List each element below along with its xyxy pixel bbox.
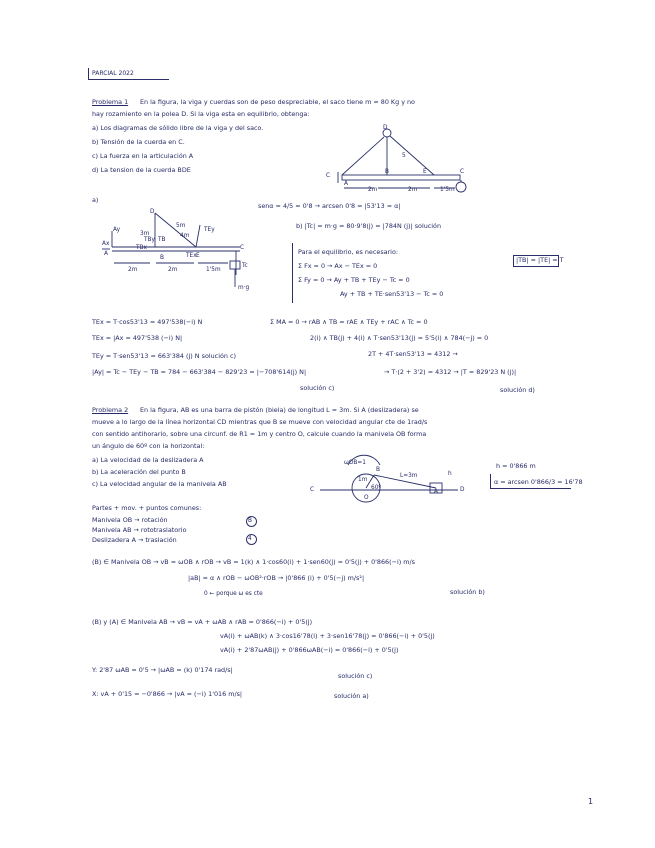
p1-calc-tension-equality: |TB| = |TE| = T <box>516 256 564 264</box>
p1-fbd-dim-2: 2m <box>168 267 178 273</box>
p1-fbd-label-a: a) <box>92 196 99 204</box>
p1-fig-dim-2: 2m <box>408 187 418 193</box>
p1-title: Problema 1 <box>92 98 129 106</box>
p1-calc-tey: TEy = T·sen53'13 = 663'384 (j) N solución c) <box>92 352 236 360</box>
p1-fbd-label-tey: TEy <box>204 227 215 233</box>
p1-calc-moments: Σ MA = 0 → rAB ∧ TB = rAE ∧ TEy + rAC ∧ Tc = 0 <box>270 318 428 326</box>
p1-question-b: b) Tensión de la cuerda en C. <box>92 138 185 146</box>
p1-question-c: c) La fuerza en la articulación A <box>92 152 194 160</box>
p1-fig-label-b: B <box>385 169 389 175</box>
p1-fig-label-a: A <box>344 181 348 187</box>
p1-statement-2: hay rozamiento en la polea D. Si la viga esta en equilibrio, obtenga: <box>92 110 310 118</box>
p1-fbd <box>100 205 250 295</box>
p1-calc-tension-result: → T·(2 + 3'2) = 4312 → |T = 829'23 N (j)| <box>384 368 517 376</box>
p2-fig-label-c: C <box>310 487 315 493</box>
p2-fig-label-angle: 60º <box>371 485 382 491</box>
p2-title: Problema 2 <box>92 406 129 414</box>
p2-question-c: c) La velocidad angular de la manivela AB <box>92 480 227 488</box>
p2-circled-4: 4 <box>248 536 252 542</box>
p1-fbd-label-ax: Ax <box>102 241 110 247</box>
p2-fig-label-length: L=3m <box>400 473 418 479</box>
p1-fig-dim-1: 2m <box>368 187 378 193</box>
p1-calc-tc: b) |Tc| = m·g = 80·9'8(j) = |784N (j)| solución <box>296 222 442 230</box>
p1-calc-solution-c: solución c) <box>300 384 335 392</box>
p2-fig-label-b: B <box>376 467 380 473</box>
p1-calc-tex: TEx = T·cos53'13 = 497'538(−i) N <box>92 318 203 326</box>
p1-calc-sum-fy: Σ Fy = 0 → Ay + TB + TEy − Tc = 0 <box>298 276 410 284</box>
p1-fbd-label-c: C <box>240 245 245 251</box>
p2-calc-y: Y: 2'87 ωAB = 0'5 → |ωAB = (k) 0'174 rad/s| <box>92 666 233 674</box>
p2-statement-3: con sentido antihorario, sobre una circunf. de R1 = 1m y centro O, calcule cuando la manivela OB forma <box>92 430 427 438</box>
p1-fbd-label-5m: 5m <box>176 223 186 229</box>
p2-fig-label-a: A <box>434 489 438 495</box>
p1-fbd-label-tc: Tc <box>242 263 248 269</box>
p1-fbd-label-tex: TEx <box>186 253 197 259</box>
p1-fbd-label-4m: 4m <box>180 233 190 239</box>
p2-side-h: h = 0'866 m <box>496 462 536 470</box>
p2-question-a: a) La velocidad de la deslizadera A <box>92 456 204 464</box>
p1-statement-1: En la figura, la viga y cuerdas son de peso despreciable, el saco tiene m = 80 Kg y no <box>140 98 415 106</box>
p2-statement-2: mueve a lo largo de la línea horizontal CD mientras que B se mueve con velocidad angular cte de 1rad/s <box>92 418 428 426</box>
p1-calc-sum-fx: Σ Fx = 0 → Ax − TEx = 0 <box>298 262 378 270</box>
p1-fbd-label-ay: Ay <box>113 227 121 233</box>
p1-calc-moments-simplified: 2T + 4T·sen53'13 = 4312 → <box>368 350 458 358</box>
p1-calc-sum-fy-expanded: Ay + TB + TE·sen53'13 − Tc = 0 <box>340 290 444 298</box>
header-title: PARCIAL 2022 <box>92 70 134 77</box>
p1-fbd-label-3m: 3m <box>140 231 150 237</box>
p2-statement-1: En la figura, AB es una barra de pistón (biela) de longitud L = 3m. Si A (deslizadera) se <box>140 406 419 414</box>
p1-fbd-label-a2: A <box>104 251 108 257</box>
p2-fig-label-d: D <box>460 487 465 493</box>
p2-statement-4: un ángulo de 60º con la horizontal: <box>92 442 205 450</box>
p1-fig-label-c1: C <box>326 173 331 179</box>
p1-calc-solution-d: solución d) <box>500 386 535 394</box>
p1-fig-label-5: 5 <box>402 153 406 159</box>
p1-fbd-label-tb: TB <box>158 237 166 243</box>
p1-calc-ay: |Ay| = Tc − TEy − TB = 784 − 663'384 − 829'23 = |−708'614(j) N| <box>92 368 307 376</box>
p1-calc-equilibrium-intro: Para el equilibrio, es necesario: <box>298 248 399 256</box>
p1-fbd-dim-3: 1'5m <box>206 267 221 273</box>
p1-calc-ax: TEx = |Ax = 497'538 (−i) N| <box>92 334 183 342</box>
p2-calc-vb: (B) ∈ Manivela OB → vB = ωOB ∧ rOB → vB = 1(k) ∧ 1·cos60(i) + 1·sen60(j) = 0'5(j) + 0'866(−i) m/s <box>92 558 415 566</box>
p2-calc-alpha-zero: 0 ← porque ω es cte <box>204 591 263 597</box>
p2-calc-vb-relative: (B) y (A) ∈ Manivela AB → vB = vA + ωAB ∧ rAB = 0'866(−i) + 0'5(j) <box>92 618 313 626</box>
p2-calc-x: X: vA + 0'15 = −0'866 → |vA = (−i) 1'016 m/s| <box>92 690 243 698</box>
p2-question-b: b) La aceleración del punto B <box>92 468 186 476</box>
p2-calc-solution-b: solución b) <box>450 588 485 596</box>
p1-fbd-label-d: D <box>150 209 155 215</box>
p2-fig-label-radius: 1m <box>358 477 368 483</box>
p1-fig-dim-3: 1'5m <box>440 187 455 193</box>
p2-part-a: Deslizadera A → traslación <box>92 536 177 544</box>
p2-calc-solution-c: solución c) <box>338 672 373 680</box>
p2-circled-b: B <box>248 518 252 524</box>
p2-calc-vb-expanded: vA(i) + ωAB(k) ∧ 3·cos16'78(i) + 3·sen16'78(j) = 0'866(−i) + 0'5(j) <box>220 632 435 640</box>
p2-part-ob: Manivela OB → rotación <box>92 516 168 524</box>
p2-figure <box>318 455 468 515</box>
p1-fig-label-e: E <box>423 169 427 175</box>
p1-figure <box>330 125 480 200</box>
p2-fig-label-o: O <box>364 495 369 501</box>
p2-calc-vb-simplified: vA(i) + 2'87ωAB(j) + 0'866ωAB(−i) = 0'866(−i) + 0'5(j) <box>220 646 399 654</box>
p1-calc-moments-expanded: 2(i) ∧ TB(j) + 4(i) ∧ T·sen53'13(j) = 5'5(i) ∧ 784(−j) = 0 <box>310 334 489 342</box>
p1-fig-label-c2: C <box>460 169 465 175</box>
p2-part-ab: Manivela AB → rototraslatorio <box>92 526 187 534</box>
p2-fig-label-omega: ωOB=1 <box>344 460 366 466</box>
page-number: 1 <box>588 797 594 806</box>
p1-question-d: d) La tension de la cuerda BDE <box>92 166 191 174</box>
p1-fbd-label-tbx: TBx <box>136 245 147 251</box>
p2-side-alpha: α = arcsen 0'866/3 = 16'78 <box>494 478 583 486</box>
p1-calc-angle: senα = 4/5 = 0'8 → arcsen 0'8 = |53'13 = α| <box>258 202 401 210</box>
p1-fbd-label-e: E <box>196 253 200 259</box>
p2-calc-ab: |aB| = α ∧ rOB − ωOB²·rOB → |0'866 (i) + 0'5(−j) m/s²| <box>188 574 365 582</box>
p2-parts-title: Partes + mov. + puntos comunes: <box>92 504 202 512</box>
p2-calc-solution-a: solución a) <box>334 692 369 700</box>
p1-fbd-label-mg: m·g <box>238 285 250 291</box>
p1-fig-label-d: D <box>383 125 388 131</box>
p1-fbd-label-tby: TBy <box>144 237 155 243</box>
p2-fig-label-h: h <box>448 471 452 477</box>
p1-fbd-dim-1: 2m <box>128 267 138 273</box>
p1-question-a: a) Los diagramas de sólido libre de la viga y del saco. <box>92 124 264 132</box>
p1-fbd-label-b: B <box>160 255 164 261</box>
